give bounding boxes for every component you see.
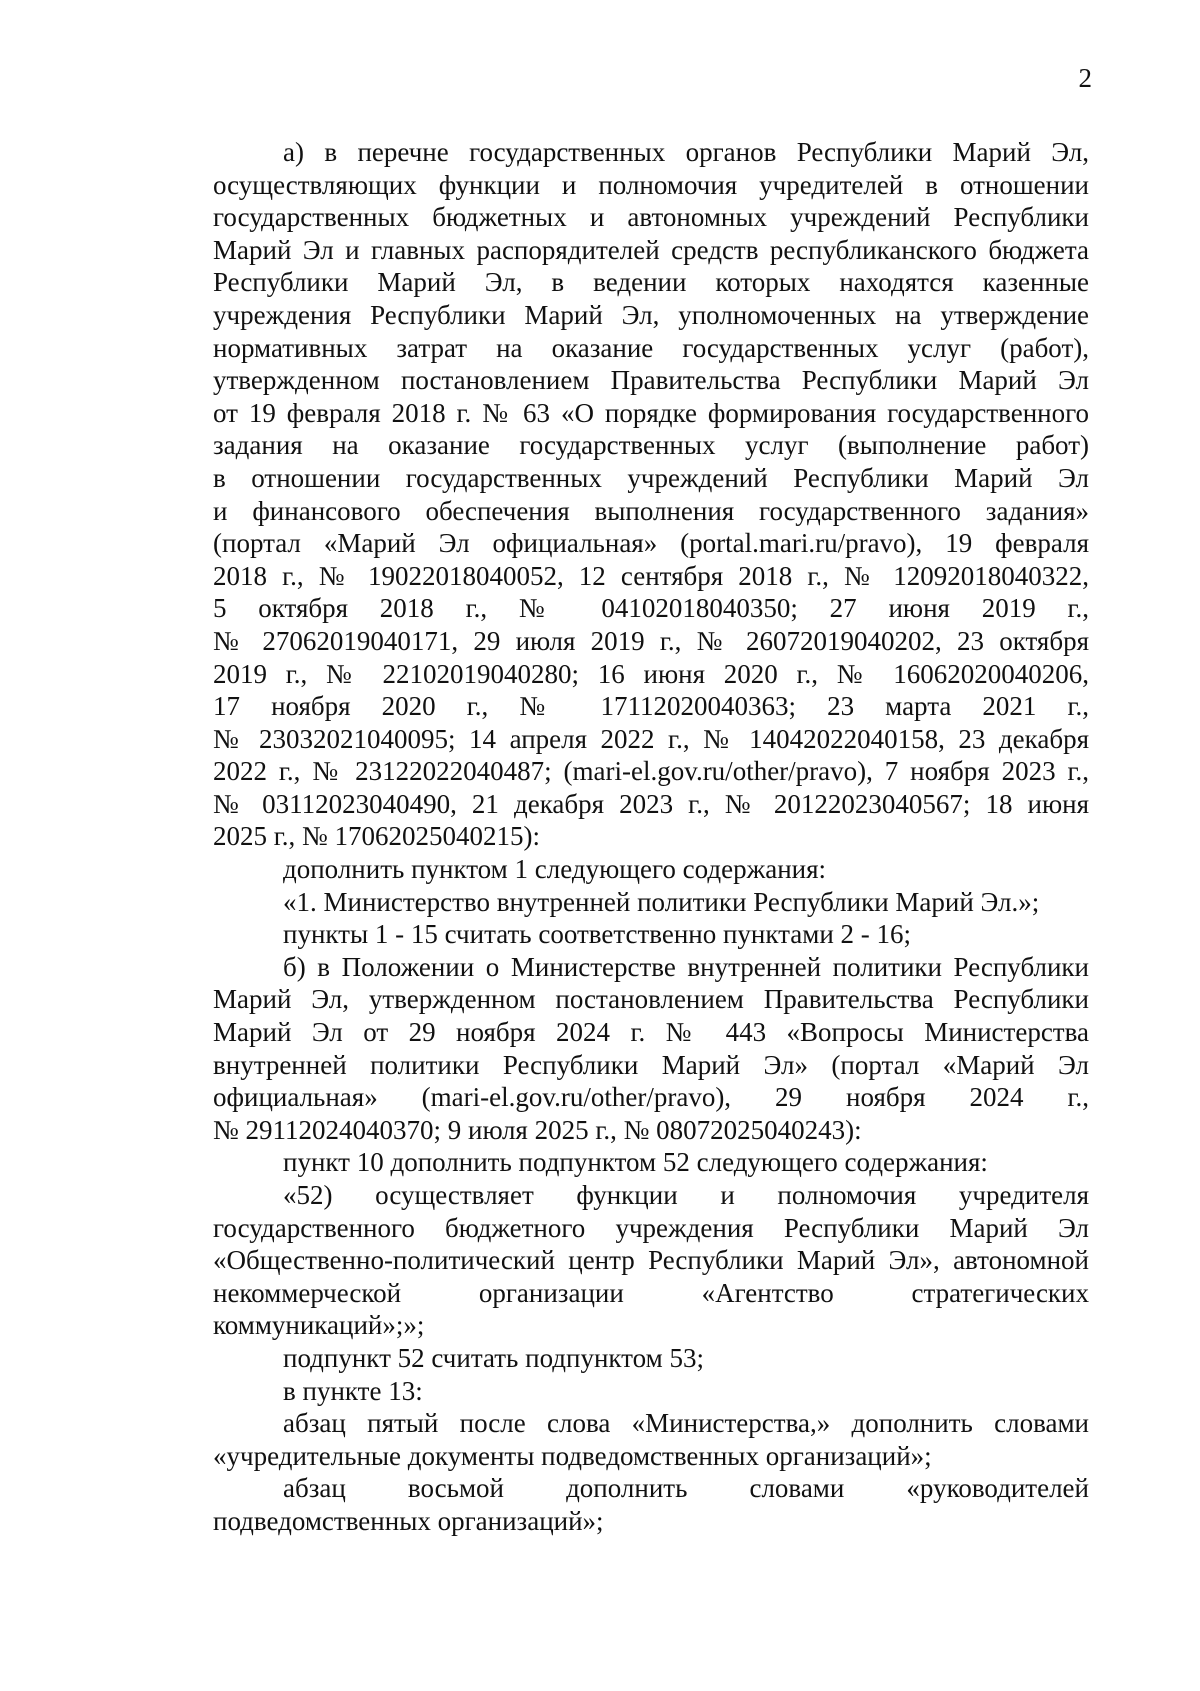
text-line: абзац восьмой дополнить словами «руководителей <box>283 1473 1089 1504</box>
paragraph <box>213 1146 1089 1179</box>
paragraph <box>213 1342 1089 1375</box>
text-line: учреждения Республики Марий Эл, уполномоченных на утверждение <box>213 299 1089 330</box>
document-body <box>213 136 1089 1538</box>
text-line: подведомственных организаций»; <box>213 1505 604 1536</box>
text-line: «Общественно-политический центр Республики Марий Эл», автономной <box>213 1245 1089 1276</box>
text-line: Республики Марий Эл, в ведении которых находятся казенные <box>213 267 1089 298</box>
text-line: утвержденном постановлением Правительства Республики Марий Эл <box>213 365 1089 396</box>
text-line: дополнить пунктом 1 следующего содержания: <box>283 854 827 885</box>
text-line: некоммерческой организации «Агентство стратегических <box>213 1277 1089 1308</box>
text-line: официальная» (mari-el.gov.ru/other/pravo), 29 ноября 2024 г., <box>213 1082 1089 1113</box>
text-line: осуществляющих функции и полномочия учредителей в отношении <box>213 169 1089 200</box>
paragraph <box>213 918 1089 951</box>
text-line: государственных бюджетных и автономных учреждений Республики <box>213 202 1089 233</box>
text-line: «учредительные документы подведомственных организаций»; <box>213 1440 932 1471</box>
text-line: коммуникаций»;»; <box>213 1310 425 1341</box>
text-line: Марий Эл от 29 ноября 2024 г. № 443 «Вопросы Министерства <box>213 1017 1089 1048</box>
paragraph <box>213 1407 1089 1472</box>
text-line: абзац пятый после слова «Министерства,» дополнить словами <box>283 1408 1089 1439</box>
text-line: № 03112023040490, 21 декабря 2023 г., № 20122023040567; 18 июня <box>213 788 1089 819</box>
text-line: «1. Министерство внутренней политики Республики Марий Эл.»; <box>283 886 1040 917</box>
text-line: № 29112024040370; 9 июля 2025 г., № 08072025040243): <box>213 1114 862 1145</box>
paragraph <box>213 951 1089 1147</box>
text-line: б) в Положении о Министерстве внутренней политики Республики <box>283 951 1089 982</box>
paragraph <box>213 1375 1089 1408</box>
text-line: и финансового обеспечения выполнения государственного задания» <box>213 495 1089 526</box>
paragraph <box>213 1472 1089 1537</box>
text-line: 2019 г., № 22102019040280; 16 июня 2020 г., № 16062020040206, <box>213 658 1089 689</box>
text-line: от 19 февраля 2018 г. № 63 «О порядке формирования государственного <box>213 397 1089 428</box>
text-line: в пункте 13: <box>283 1375 423 1406</box>
text-line: а) в перечне государственных органов Республики Марий Эл, <box>283 137 1089 167</box>
text-line: пункты 1 - 15 считать соответственно пунктами 2 - 16; <box>283 919 912 950</box>
text-line: «52) осуществляет функции и полномочия учредителя <box>283 1180 1089 1210</box>
text-line: государственного бюджетного учреждения Республики Марий Эл <box>213 1212 1089 1243</box>
paragraph <box>213 853 1089 886</box>
text-line: подпункт 52 считать подпунктом 53; <box>283 1342 704 1373</box>
text-line: 2018 г., № 19022018040052, 12 сентября 2018 г., № 12092018040322, <box>213 560 1089 591</box>
text-line: 2025 г., № 17062025040215): <box>213 821 541 852</box>
text-line: в отношении государственных учреждений Республики Марий Эл <box>213 462 1089 493</box>
paragraph <box>213 136 1089 853</box>
paragraph <box>213 886 1089 919</box>
text-line: № 27062019040171, 29 июля 2019 г., № 26072019040202, 23 октября <box>213 625 1089 656</box>
text-line: (портал «Марий Эл официальная» (portal.mari.ru/pravo), 19 февраля <box>213 528 1089 559</box>
text-line: нормативных затрат на оказание государственных услуг (работ), <box>213 332 1089 363</box>
text-line: № 23032021040095; 14 апреля 2022 г., № 14042022040158, 23 декабря <box>213 723 1089 754</box>
text-line: Марий Эл, утвержденном постановлением Правительства Республики <box>213 984 1089 1015</box>
text-line: 5 октября 2018 г., № 04102018040350; 27 июня 2019 г., <box>213 593 1089 624</box>
page-number: 2 <box>1078 63 1092 93</box>
text-line: 2022 г., № 23122022040487; (mari-el.gov.ru/other/pravo), 7 ноября 2023 г., <box>213 756 1089 787</box>
text-line: пункт 10 дополнить подпунктом 52 следующего содержания: <box>283 1147 988 1178</box>
text-line: внутренней политики Республики Марий Эл» (портал «Марий Эл <box>213 1049 1089 1080</box>
paragraph <box>213 1179 1089 1342</box>
text-line: 17 ноября 2020 г., № 17112020040363; 23 марта 2021 г., <box>213 691 1089 722</box>
text-line: Марий Эл и главных распорядителей средств республиканского бюджета <box>213 234 1089 265</box>
text-line: задания на оказание государственных услуг (выполнение работ) <box>213 430 1089 461</box>
